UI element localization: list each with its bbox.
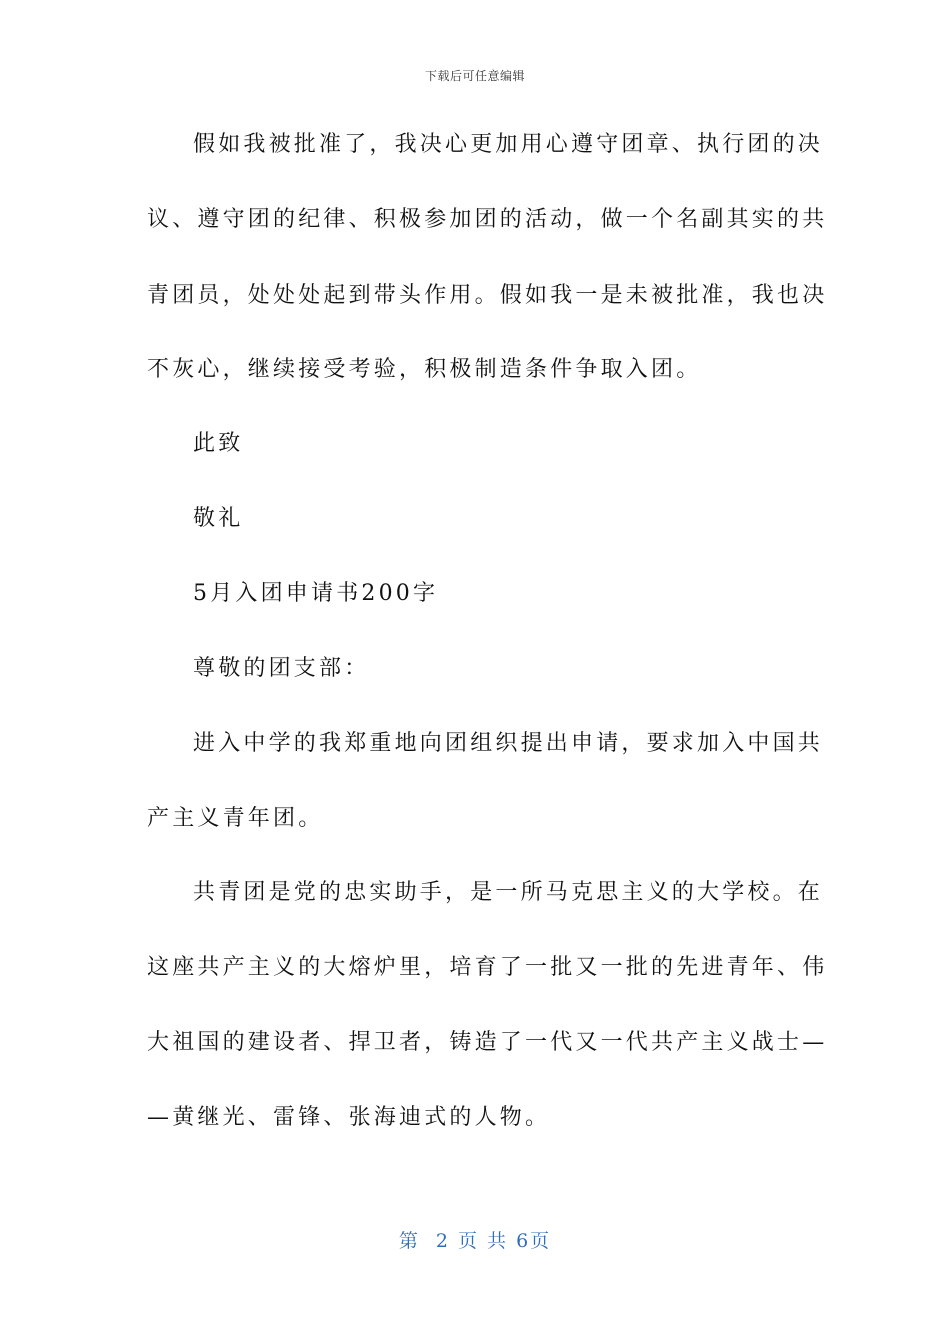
salutation: 尊敬的团支部： (193, 656, 370, 681)
paragraph-line: 共青团是党的忠实助手，是一所马克思主义的大学校。在 (193, 880, 824, 905)
paragraph-line: 不灰心，继续接受考验，积极制造条件争取入团。 (147, 357, 702, 382)
paragraph-line: 大祖国的建设者、捍卫者，铸造了一代又一代共产主义战士— (147, 1030, 828, 1055)
paragraph-line: 这座共产主义的大熔炉里，培育了一批又一批的先进青年、伟 (147, 955, 828, 980)
closing-salute: 敬礼 (193, 506, 244, 531)
section-title: 5月入团申请书200字 (193, 581, 439, 606)
paragraph-line: 假如我被批准了，我决心更加用心遵守团章、执行团的决 (193, 132, 824, 157)
paragraph-line: 进入中学的我郑重地向团组织提出申请，要求加入中国共 (193, 731, 824, 756)
paragraph-line: —黄继光、雷锋、张海迪式的人物。 (147, 1105, 551, 1130)
page-number-footer: 第 2 页 共 6页 (398, 1230, 552, 1252)
paragraph-line: 青团员，处处处起到带头作用。假如我一是未被批准，我也决 (147, 283, 828, 308)
page-header-note: 下载后可任意编辑 (424, 69, 525, 83)
paragraph-line: 产主义青年团。 (147, 806, 324, 831)
closing-phrase: 此致 (193, 431, 244, 456)
paragraph-line: 议、遵守团的纪律、积极参加团的活动，做一个名副其实的共 (147, 207, 828, 232)
